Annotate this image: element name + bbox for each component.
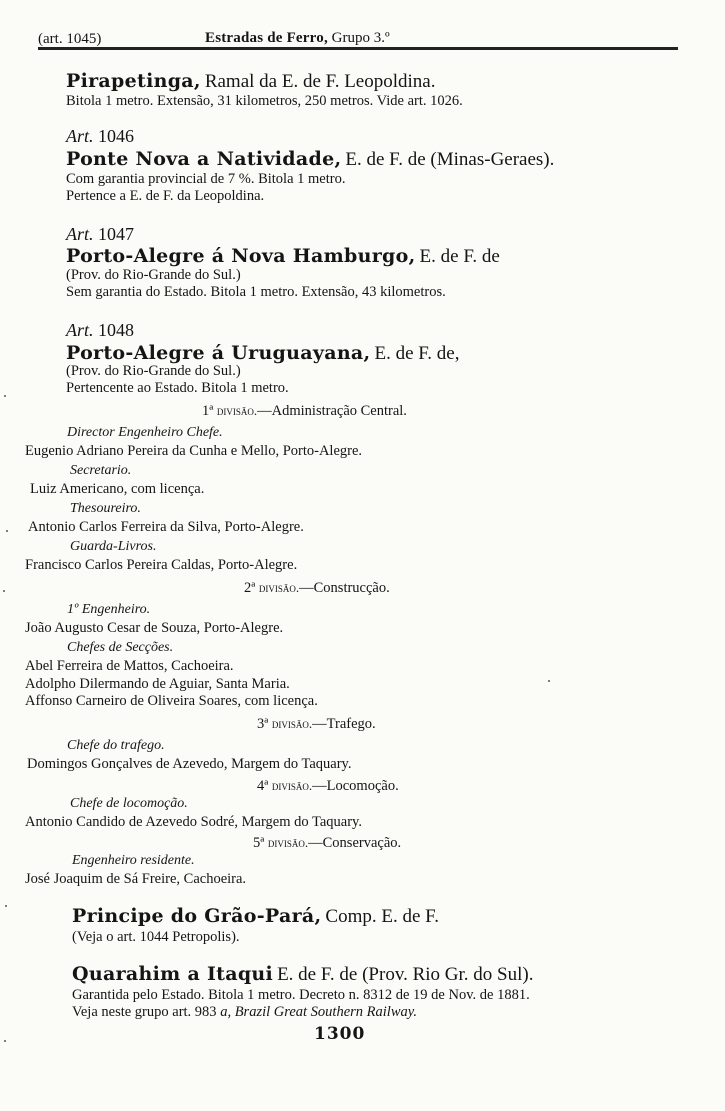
- staff-role: Guarda-Livros.: [70, 539, 157, 554]
- entry-name: Ponte Nova a Natividade,: [66, 148, 342, 170]
- staff-role: Engenheiro residente.: [72, 853, 195, 868]
- article-number: 1046: [98, 126, 135, 146]
- scan-speck: [3, 590, 5, 592]
- header-title: [205, 30, 390, 47]
- division-name: —Construcção.: [299, 580, 390, 596]
- staff-person: Domingos Gonçalves de Azevedo, Margem do Taquary.: [27, 756, 352, 772]
- scan-speck: [4, 1040, 6, 1042]
- entry-name: Principe do Grão-Pará,: [72, 905, 322, 927]
- staff-person: Antonio Carlos Ferreira da Silva, Porto-Alegre.: [28, 519, 304, 535]
- staff-person: José Joaquim de Sá Freire, Cachoeira.: [25, 871, 247, 887]
- staff-role: Chefe de locomoção.: [70, 796, 188, 811]
- staff-person: Francisco Carlos Pereira Caldas, Porto-Alegre.: [25, 557, 298, 573]
- entry-tail: E. de F. de (Prov. Rio Gr. do Sul).: [277, 964, 534, 985]
- entry-name: Pirapetinga,: [66, 70, 201, 92]
- staff-role: Secretario.: [70, 463, 132, 478]
- staff-person: João Augusto Cesar de Souza, Porto-Alegre.: [25, 620, 284, 636]
- header-rule: [38, 47, 678, 50]
- division-number: 5ª: [253, 835, 265, 851]
- quarahim-ref-b: a,: [220, 1004, 232, 1020]
- entry-ponte-nova-line1: Com garantia provincial de 7 %. Bitola 1 metro.: [66, 171, 346, 187]
- division-heading: [253, 835, 401, 852]
- quarahim-ref-c: Brazil Great Southern Railway.: [234, 1004, 418, 1020]
- entry-porto-alegre-nh-line2: Sem garantia do Estado. Bitola 1 metro. Extensão, 43 kilometros.: [66, 284, 446, 300]
- entry-porto-alegre-ur-line1: (Prov. do Rio-Grande do Sul.): [66, 363, 241, 379]
- staff-person: Affonso Carneiro de Oliveira Soares, com licença.: [25, 693, 318, 709]
- division-heading: [244, 580, 390, 597]
- header-title-rest: Grupo 3.º: [331, 30, 390, 46]
- entry-principe-line1: (Veja o art. 1044 Petropolis).: [72, 929, 240, 945]
- entry-name: Porto-Alegre á Nova Hamburgo,: [66, 245, 416, 267]
- staff-role: Chefe do trafego.: [67, 738, 165, 753]
- division-word: divisão.: [267, 835, 309, 850]
- entry-ponte-nova-line2: Pertence a E. de F. da Leopoldina.: [66, 188, 265, 204]
- article-label: Art.: [66, 320, 94, 340]
- entry-pirapetinga-title: [66, 70, 435, 93]
- entry-tail: E. de F. de,: [374, 343, 460, 364]
- division-word: divisão.: [271, 778, 313, 793]
- entry-quarahim-line2: [72, 1004, 417, 1021]
- staff-role: Chefes de Secções.: [67, 640, 174, 655]
- division-number: 1ª: [202, 403, 214, 419]
- division-word: divisão.: [271, 716, 313, 731]
- division-heading: [257, 778, 399, 795]
- article-number: 1048: [98, 320, 135, 340]
- division-name: —Conservação.: [308, 835, 402, 851]
- staff-role: 1º Engenheiro.: [67, 602, 151, 617]
- page-number: 1300: [314, 1024, 366, 1044]
- scan-speck: [4, 395, 6, 397]
- entry-porto-alegre-nh-line1: (Prov. do Rio-Grande do Sul.): [66, 267, 241, 283]
- article-number: 1047: [98, 224, 135, 244]
- entry-porto-alegre-nh-title: [66, 245, 500, 268]
- entry-pirapetinga-line1: Bitola 1 metro. Extensão, 31 kilometros, 250 metros. Vide art. 1026.: [66, 93, 463, 109]
- staff-role: Director Engenheiro Chefe.: [67, 425, 223, 440]
- division-name: —Locomoção.: [312, 778, 399, 794]
- staff-role: Thesoureiro.: [70, 501, 141, 516]
- division-name: —Administração Central.: [257, 403, 407, 419]
- header-title-bold: Estradas de Ferro,: [205, 30, 328, 46]
- article-heading: [66, 320, 134, 341]
- entry-porto-alegre-ur-title: [66, 342, 460, 365]
- staff-person: Adolpho Dilermando de Aguiar, Santa Maria.: [25, 676, 290, 692]
- scan-speck: [548, 680, 550, 682]
- article-label: Art.: [66, 224, 94, 244]
- entry-quarahim-line1: Garantida pelo Estado. Bitola 1 metro. Decreto n. 8312 de 19 de Nov. de 1881.: [72, 987, 530, 1003]
- entry-porto-alegre-ur-line2: Pertencente ao Estado. Bitola 1 metro.: [66, 380, 289, 396]
- scan-speck: [6, 530, 8, 532]
- scan-speck: [5, 905, 7, 907]
- article-label: Art.: [66, 126, 94, 146]
- entry-tail: E. de F. de: [419, 246, 500, 267]
- entry-ponte-nova-title: [66, 148, 554, 171]
- division-heading: [202, 403, 407, 420]
- article-heading: [66, 126, 134, 147]
- division-number: 2ª: [244, 580, 256, 596]
- staff-person: Luiz Americano, com licença.: [30, 481, 205, 497]
- division-heading: [257, 716, 376, 733]
- division-word: divisão.: [258, 580, 300, 595]
- entry-quarahim-title: [72, 963, 533, 986]
- division-name: —Trafego.: [312, 716, 376, 732]
- entry-tail: E. de F. de (Minas-Geraes).: [345, 149, 555, 170]
- staff-person: Eugenio Adriano Pereira da Cunha e Mello, Porto-Alegre.: [25, 443, 363, 459]
- entry-name: Porto-Alegre á Uruguayana,: [66, 342, 371, 364]
- article-heading: [66, 224, 134, 245]
- division-number: 4ª: [257, 778, 269, 794]
- entry-principe-title: [72, 905, 439, 928]
- quarahim-ref-a: Veja neste grupo art. 983: [72, 1004, 217, 1020]
- staff-person: Antonio Candido de Azevedo Sodré, Margem do Taquary.: [25, 814, 362, 830]
- header-article-ref: (art. 1045): [38, 31, 102, 47]
- entry-tail: Comp. E. de F.: [325, 906, 439, 927]
- staff-person: Abel Ferreira de Mattos, Cachoeira.: [25, 658, 234, 674]
- entry-name: Quarahim a Itaqui: [72, 963, 274, 985]
- division-number: 3ª: [257, 716, 269, 732]
- entry-tail: Ramal da E. de F. Leopoldina.: [204, 71, 436, 92]
- division-word: divisão.: [216, 403, 258, 418]
